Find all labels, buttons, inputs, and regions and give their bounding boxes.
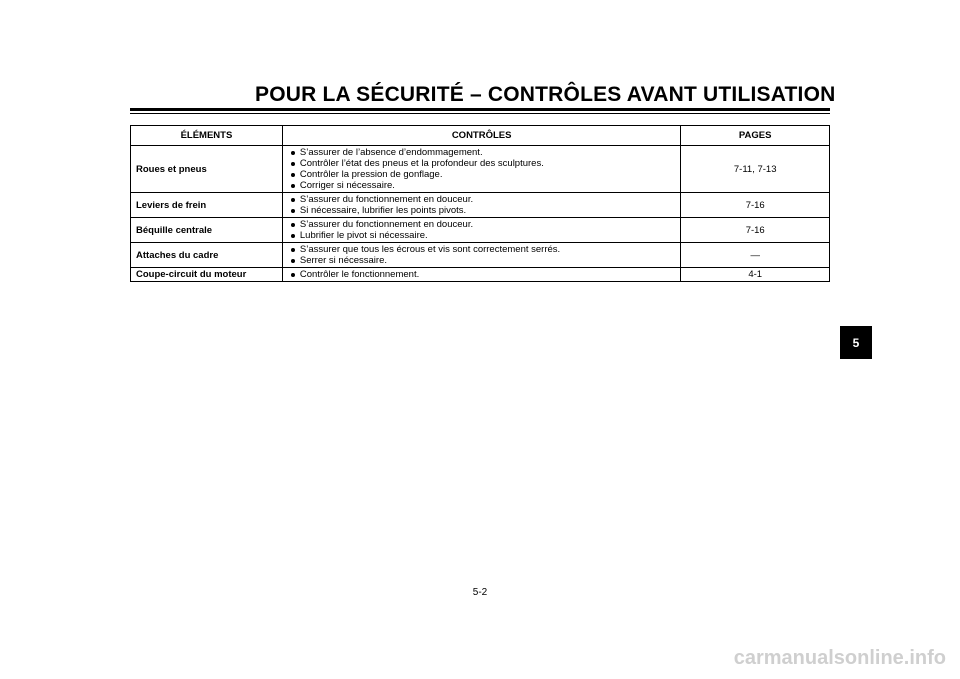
checks-list	[291, 269, 676, 280]
title-rule-thin	[130, 113, 830, 114]
check-item: S’assurer que tous les écrous et vis sont correctement serrés.	[291, 244, 676, 255]
check-item: Serrer si nécessaire.	[291, 255, 676, 266]
checks-list	[291, 219, 676, 241]
check-item: S’assurer du fonctionnement en douceur.	[291, 219, 676, 230]
checks-list	[291, 244, 676, 266]
row-item: Attaches du cadre	[131, 243, 283, 268]
row-pages: 7-11, 7-13	[681, 146, 830, 193]
row-checks	[282, 243, 681, 268]
check-item: Contrôler l’état des pneus et la profondeur des sculptures.	[291, 158, 676, 169]
row-checks	[282, 146, 681, 193]
check-item: Corriger si nécessaire.	[291, 180, 676, 191]
column-header-pages: PAGES	[681, 126, 830, 146]
row-item: Roues et pneus	[131, 146, 283, 193]
row-checks	[282, 268, 681, 282]
table-header-row	[131, 126, 830, 146]
check-item: S’assurer du fonctionnement en douceur.	[291, 194, 676, 205]
table-row	[131, 218, 830, 243]
page-number: 5-2	[472, 587, 488, 598]
row-pages: —	[681, 243, 830, 268]
row-item: Coupe-circuit du moteur	[131, 268, 283, 282]
table-row	[131, 243, 830, 268]
row-pages: 7-16	[681, 193, 830, 218]
table-row	[131, 146, 830, 193]
row-checks	[282, 193, 681, 218]
check-item: Lubrifier le pivot si nécessaire.	[291, 230, 676, 241]
check-item: Contrôler le fonctionnement.	[291, 269, 676, 280]
row-item: Béquille centrale	[131, 218, 283, 243]
row-checks	[282, 218, 681, 243]
check-item: Contrôler la pression de gonflage.	[291, 169, 676, 180]
page-title: POUR LA SÉCURITÉ – CONTRÔLES AVANT UTILISATION	[255, 83, 836, 106]
watermark: carmanualsonline.info	[733, 647, 946, 669]
checks-list	[291, 194, 676, 216]
check-item: Si nécessaire, lubrifier les points pivots.	[291, 205, 676, 216]
row-item: Leviers de frein	[131, 193, 283, 218]
row-pages: 7-16	[681, 218, 830, 243]
chapter-tab: 5	[840, 326, 872, 359]
table-row	[131, 268, 830, 282]
title-rule-thick	[130, 108, 830, 111]
row-pages: 4-1	[681, 268, 830, 282]
column-header-checks: CONTRÔLES	[282, 126, 681, 146]
pre-operation-checks-table	[130, 125, 830, 282]
check-item: S’assurer de l’absence d’endommagement.	[291, 147, 676, 158]
checks-list	[291, 147, 676, 191]
table-row	[131, 193, 830, 218]
column-header-elements: ÉLÉMENTS	[131, 126, 283, 146]
